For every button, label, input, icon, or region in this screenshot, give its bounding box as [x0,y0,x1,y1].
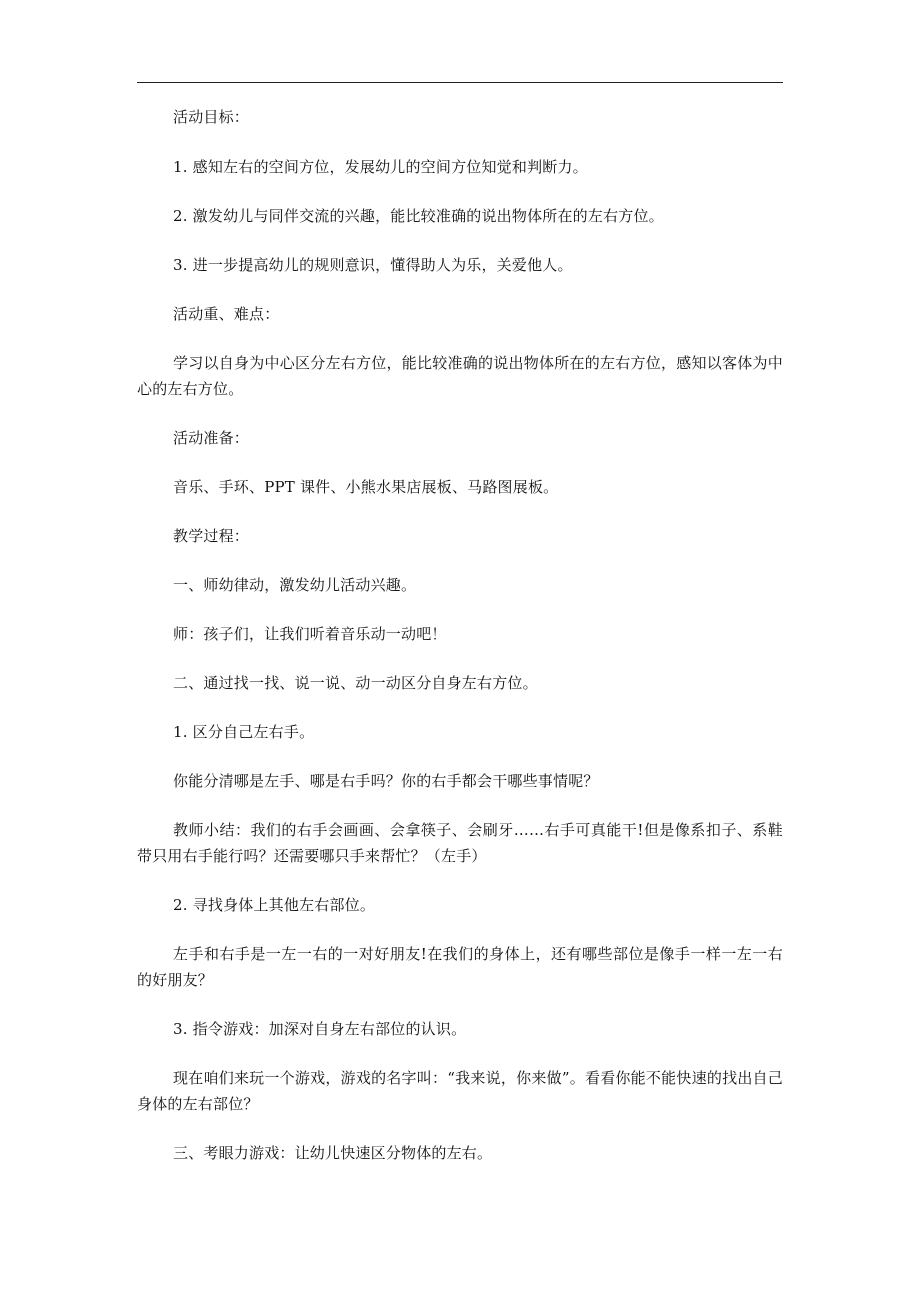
goal-item-3: 3. 进一步提高幼儿的规则意识，懂得助人为乐，关爱他人。 [173,256,573,274]
section-2-step-2-text: 左手和右手是一左一右的一对好朋友!在我们的身体上，还有哪些部位是像手一样一左一右的好朋友？ [137,945,783,989]
goal-item-2: 2. 激发幼儿与同伴交流的兴趣，能比较准确的说出物体所在的左右方位。 [173,207,664,225]
section-3-title: 三、考眼力游戏：让幼儿快速区分物体的左右。 [173,1144,493,1162]
teacher-summary: 教师小结：我们的右手会画画、会拿筷子、会刷牙……右手可真能干!但是像系扣子、系鞋带只用右手能行吗？还需要哪只手来帮忙？（左手） [137,821,783,865]
section-2-title: 二、通过找一找、说一说、动一动区分自身左右方位。 [173,674,538,692]
section-2-step-1-question: 你能分清哪是左手、哪是右手吗？你的右手都会干哪些事情呢？ [173,772,599,790]
header-rule [137,82,783,83]
section-2-step-3: 3. 指令游戏：加深对自身左右部位的认识。 [173,1020,467,1038]
section-2-step-2: 2. 寻找身体上其他左右部位。 [173,896,376,914]
heading-key-points: 活动重、难点： [173,305,280,323]
section-1-text: 师：孩子们，让我们听着音乐动一动吧！ [173,625,447,643]
section-2-step-3-text: 现在咱们来玩一个游戏，游戏的名字叫：“我来说，你来做”。看看你能不能快速的找出自己身体的左右部位？ [137,1069,783,1113]
preparation-text: 音乐、手环、PPT 课件、小熊水果店展板、马路图展板。 [173,478,559,496]
heading-teaching-process: 教学过程： [173,527,250,545]
section-1-title: 一、师幼律动，激发幼儿活动兴趣。 [173,576,417,594]
goal-item-1: 1. 感知左右的空间方位，发展幼儿的空间方位知觉和判断力。 [173,158,588,176]
key-points-text: 学习以自身为中心区分左右方位，能比较准确的说出物体所在的左右方位，感知以客体为中心的左右方位。 [137,354,783,398]
document-body [137,104,783,1166]
heading-preparation: 活动准备： [173,429,250,447]
section-2-step-1: 1. 区分自己左右手。 [173,723,315,741]
heading-activity-goals: 活动目标： [173,108,250,126]
